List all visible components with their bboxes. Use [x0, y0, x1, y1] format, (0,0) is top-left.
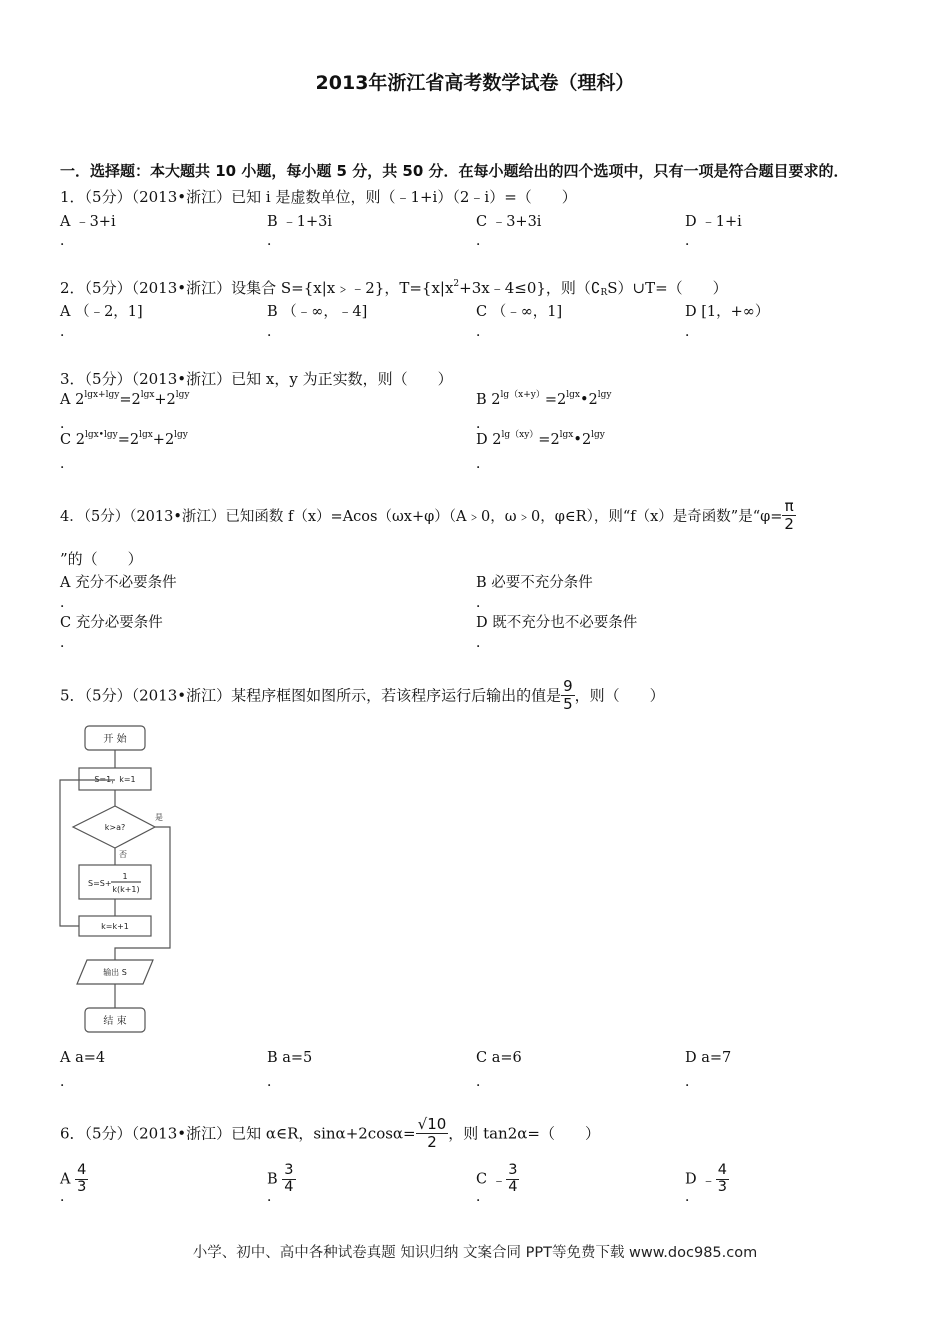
- flowchart-yes-label: 是: [155, 813, 163, 822]
- flowchart-decision-label: k>a?: [104, 823, 126, 832]
- math-exponent: lg（x+y）: [500, 390, 545, 400]
- question-4-option-a[interactable]: A 充分不必要条件: [60, 575, 177, 591]
- option-dot: ．: [60, 324, 74, 340]
- option-dot: ．: [60, 595, 74, 611]
- fraction-numerator: 9: [563, 677, 573, 695]
- option-fraction: [506, 1163, 519, 1196]
- fraction-numerator: 3: [284, 1162, 294, 1178]
- question-1-option-b[interactable]: B ﹣1+3i: [267, 214, 333, 230]
- q2-stem-part-b: +3x﹣4≤0}，则（∁: [459, 279, 601, 297]
- question-5-option-b[interactable]: B a=5: [267, 1050, 313, 1066]
- math-exponent: lgx•lgy: [84, 430, 118, 440]
- question-3-option-b[interactable]: [476, 392, 611, 408]
- fraction-numerator: √10: [417, 1115, 447, 1133]
- option-dot: ．: [685, 233, 699, 249]
- math-part: =2: [538, 432, 560, 448]
- q4-stem-text: 4．（5分）（2013•浙江）已知函数 f（x）=Acos（ωx+φ）（A﹥0，ω﹥0，φ∈R），则“f（x）是奇函数”是“φ=: [60, 508, 783, 525]
- option-label: C: [476, 1171, 488, 1188]
- question-4-option-d[interactable]: D 既不充分也不必要条件: [476, 615, 638, 631]
- page-footer[interactable]: 小学、初中、高中各种试卷真题 知识归纳 文案合同 PPT等免费下载 www.doc985.com: [192, 1245, 758, 1261]
- q5-stem-text: 5．（5分）（2013•浙江）某程序框图如图所示，若该程序运行后输出的值是: [60, 686, 562, 705]
- question-3-stem: 3．（5分）（2013•浙江）已知 x，y 为正实数，则（ ）: [60, 370, 453, 388]
- question-2-option-d[interactable]: D [1，+∞）: [685, 304, 770, 320]
- option-fraction: [716, 1163, 729, 1196]
- math-exponent: lgx: [139, 430, 153, 440]
- q2-stem-part-a: 2．（5分）（2013•浙江）设集合 S={x|x﹥﹣2}，T={x|x: [60, 279, 454, 297]
- question-4-stem-continued: ”的（ ）: [60, 550, 143, 568]
- q2-exponent: 2: [453, 279, 460, 289]
- question-5-option-d[interactable]: D a=7: [685, 1050, 732, 1066]
- option-dot: ．: [267, 1074, 281, 1090]
- q6-stem-end: ，则 tan2α=（ ）: [448, 1124, 600, 1143]
- math-exponent: lgy: [175, 390, 190, 400]
- fraction-denominator: 3: [717, 1178, 727, 1195]
- option-fraction: [282, 1163, 295, 1196]
- question-3-option-c[interactable]: [60, 432, 188, 448]
- math-part: =2: [544, 392, 567, 408]
- q2-stem-part-c: S）∪T=（ ）: [607, 279, 728, 297]
- option-dot: ．: [476, 1189, 490, 1205]
- flowchart-init-label: S=1，k=1: [94, 775, 136, 784]
- option-label: A: [60, 1171, 71, 1188]
- option-dot: ．: [60, 416, 74, 432]
- option-dot: ．: [267, 324, 281, 340]
- option-dot: ．: [476, 1074, 490, 1090]
- flowchart-update-denominator: k(k+1): [112, 885, 140, 894]
- fraction-9-over-5: [561, 678, 575, 712]
- question-2-option-c[interactable]: C （﹣∞，1]: [476, 304, 563, 320]
- option-dot: ．: [476, 416, 490, 432]
- math-part: •2: [573, 432, 592, 448]
- math-base: 2: [492, 432, 502, 448]
- fraction-sqrt10-over-2: [416, 1116, 449, 1150]
- option-sign: ﹣: [701, 1172, 716, 1189]
- option-dot: ．: [60, 1189, 74, 1205]
- flowchart-output-label: 输出 S: [103, 968, 127, 977]
- math-exponent: lgy: [597, 390, 612, 400]
- option-dot: ．: [685, 1074, 699, 1090]
- question-4-stem: [60, 498, 796, 532]
- math-exponent: lgy: [591, 430, 605, 440]
- option-sign: ﹣: [491, 1172, 507, 1189]
- question-3-option-a[interactable]: [60, 392, 190, 408]
- option-dot: ．: [60, 233, 74, 249]
- math-base: 2: [75, 432, 85, 448]
- flowchart-end-label: 结 束: [103, 1016, 127, 1027]
- option-label: A: [60, 392, 71, 408]
- fraction-denominator: 4: [508, 1178, 518, 1195]
- fraction-numerator: 3: [508, 1162, 518, 1178]
- question-4-option-c[interactable]: C 充分必要条件: [60, 615, 163, 631]
- question-3-option-d[interactable]: [476, 432, 605, 448]
- fraction-denominator: 2: [427, 1132, 437, 1151]
- question-5-option-c[interactable]: C a=6: [476, 1050, 522, 1066]
- math-exponent: lgx: [566, 390, 580, 400]
- fraction-numerator: 4: [77, 1162, 87, 1178]
- math-part: +2: [152, 432, 175, 448]
- option-label: D: [685, 1171, 697, 1188]
- option-dot: ．: [476, 324, 490, 340]
- section-header: 一．选择题：本大题共 10 小题，每小题 5 分，共 50 分．在每小题给出的四个选项中，只有一项是符合题目要求的．: [60, 162, 849, 180]
- flowchart-start-label: 开 始: [103, 734, 127, 745]
- math-part: •2: [579, 392, 598, 408]
- option-dot: ．: [60, 635, 74, 651]
- question-5-option-a[interactable]: A a=4: [60, 1050, 106, 1066]
- option-dot: ．: [267, 233, 281, 249]
- option-dot: ．: [60, 456, 74, 472]
- option-dot: ．: [476, 595, 490, 611]
- page-title: 2013年浙江省高考数学试卷（理科）: [315, 72, 635, 94]
- math-exponent: lgx+lgy: [84, 390, 120, 400]
- fraction-numerator: 4: [717, 1162, 727, 1178]
- flowchart-update-numerator: 1: [122, 872, 128, 881]
- option-label: B: [267, 1171, 278, 1188]
- math-exponent: lg（xy）: [501, 430, 539, 440]
- option-dot: ．: [267, 1189, 281, 1205]
- option-dot: ．: [60, 1074, 74, 1090]
- question-1-stem: 1．（5分）（2013•浙江）已知 i 是虚数单位，则（﹣1+i）（2﹣i）=（ ）: [60, 188, 577, 206]
- fraction-denominator: 3: [77, 1178, 87, 1195]
- question-1-option-c[interactable]: C ﹣3+3i: [476, 214, 542, 230]
- q5-stem-end: ，则（ ）: [574, 686, 665, 705]
- math-part: =2: [117, 432, 140, 448]
- math-exponent: lgy: [174, 430, 188, 440]
- flow-loop-back: [60, 780, 115, 926]
- question-4-option-b[interactable]: B 必要不充分条件: [476, 575, 593, 591]
- question-2-option-a[interactable]: A （﹣2，1]: [60, 304, 143, 320]
- math-exponent: lgx: [559, 430, 574, 440]
- option-label: C: [60, 432, 72, 448]
- option-label: B: [476, 392, 487, 408]
- option-dot: ．: [685, 324, 699, 340]
- option-dot: ．: [476, 233, 490, 249]
- fraction-denominator: 5: [563, 694, 573, 713]
- option-dot: ．: [685, 1189, 699, 1205]
- math-exponent: lgx: [140, 390, 155, 400]
- question-6-stem: [60, 1116, 600, 1150]
- program-flowchart: [55, 720, 195, 1042]
- question-1-option-d[interactable]: D ﹣1+i: [685, 214, 742, 230]
- fraction-denominator: 4: [284, 1178, 294, 1195]
- option-fraction: [75, 1163, 88, 1196]
- flowchart-update-prefix: S=S+: [88, 879, 112, 888]
- fraction-pi-over-2: [782, 498, 796, 532]
- math-part: +2: [154, 392, 176, 408]
- math-base: 2: [491, 392, 501, 408]
- question-2-option-b[interactable]: B （﹣∞，﹣4]: [267, 304, 368, 320]
- option-dot: ．: [476, 635, 490, 651]
- q2-subscript: R: [600, 288, 608, 298]
- math-part: =2: [119, 392, 141, 408]
- fraction-numerator: π: [782, 498, 796, 516]
- question-2-stem: [60, 277, 728, 298]
- fraction-denominator: 2: [784, 514, 794, 533]
- flowchart-increment-label: k=k+1: [101, 922, 129, 931]
- flowchart-no-label: 否: [119, 850, 127, 859]
- q6-stem-text: 6．（5分）（2013•浙江）已知 α∈R，sinα+2cosα=: [60, 1124, 416, 1143]
- option-dot: ．: [476, 456, 490, 472]
- option-label: D: [476, 432, 488, 448]
- question-5-stem: [60, 678, 665, 712]
- question-1-option-a[interactable]: A ﹣3+i: [60, 214, 116, 230]
- math-base: 2: [75, 392, 85, 408]
